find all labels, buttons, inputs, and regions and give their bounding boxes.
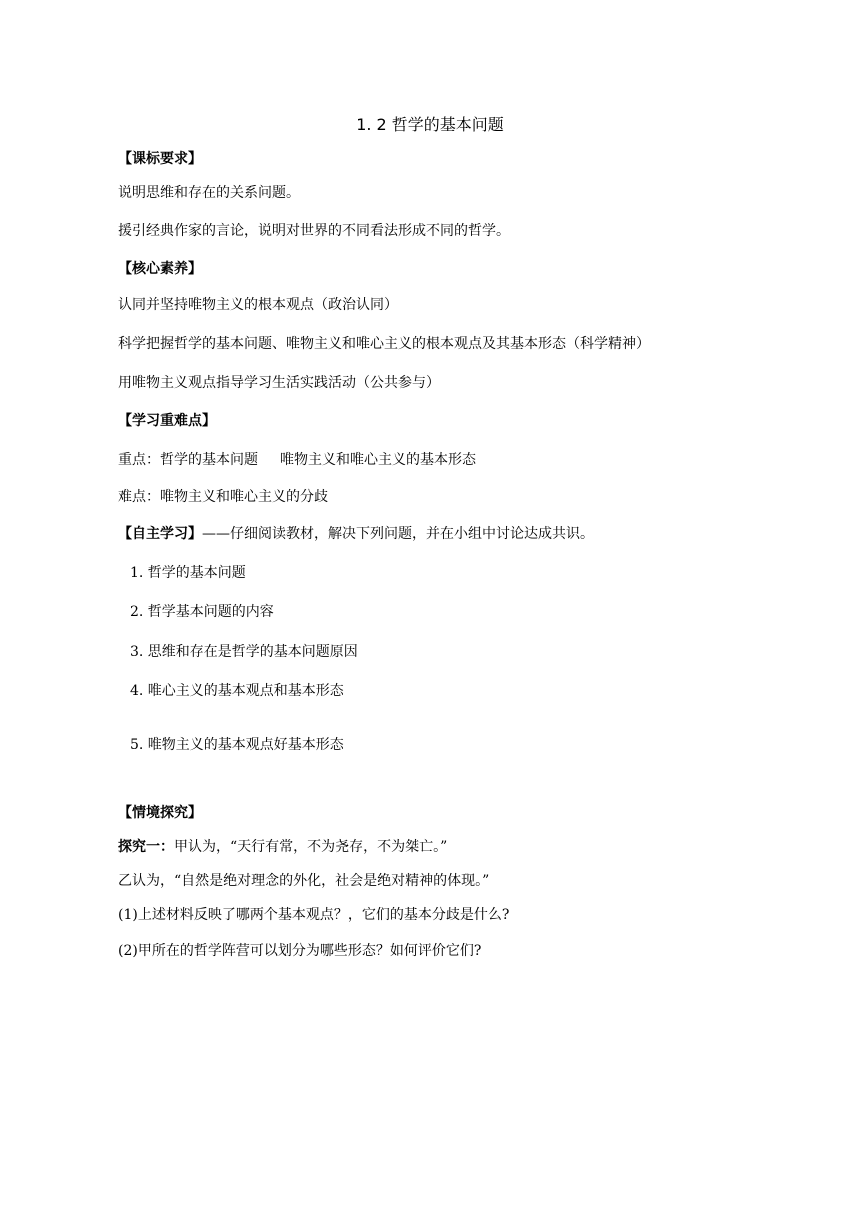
page-title: 1. 2 哲学的基本问题: [356, 115, 504, 134]
section-heading-inquiry: 【情境探究】: [118, 805, 202, 821]
section-heading-self-study: 【自主学习】: [118, 526, 202, 542]
inquiry-material-b: 乙认为，“自然是绝对理念的外化，社会是绝对精神的体现。”: [118, 873, 490, 889]
inquiry-material-a: 甲认为，“天行有常，不为尧存，不为桀亡。”: [174, 839, 448, 855]
key-point-secondary: 唯物主义和唯心主义的基本形态: [280, 452, 476, 468]
difficulty-point: 难点：唯物主义和唯心主义的分歧: [118, 489, 328, 505]
key-point-primary: 重点：哲学的基本问题: [118, 452, 258, 468]
standards-item: 援引经典作家的言论，说明对世界的不同看法形成不同的哲学。: [118, 223, 510, 239]
literacy-item: 用唯物主义观点指导学习生活实践活动（公共参与）: [118, 375, 440, 391]
section-heading-standards: 【课标要求】: [118, 151, 202, 167]
self-study-item: 3. 思维和存在是哲学的基本问题原因: [130, 644, 358, 660]
standards-item: 说明思维和存在的关系问题。: [118, 185, 300, 201]
literacy-item: 认同并坚持唯物主义的根本观点（政治认同）: [118, 297, 398, 313]
self-study-instruction: ——仔细阅读教材，解决下列问题，并在小组中讨论达成共识。: [202, 526, 594, 542]
inquiry-label: 探究一：: [118, 839, 174, 855]
inquiry-question: (1)上述材料反映了哪两个基本观点？，它们的基本分歧是什么?: [118, 907, 510, 923]
literacy-item: 科学把握哲学的基本问题、唯物主义和唯心主义的根本观点及其基本形态（科学精神）: [118, 336, 650, 352]
key-point-line: [118, 451, 476, 469]
section-heading-literacy: 【核心素养】: [118, 261, 202, 277]
self-study-line: [118, 525, 594, 543]
inquiry-question: (2)甲所在的哲学阵营可以划分为哪些形态？如何评价它们?: [118, 943, 482, 959]
self-study-item: 2. 哲学基本问题的内容: [130, 604, 274, 620]
section-heading-key-points: 【学习重难点】: [118, 413, 216, 429]
self-study-item: 5. 唯物主义的基本观点好基本形态: [130, 737, 344, 753]
inquiry-material-a-line: [118, 838, 447, 856]
self-study-item: 4. 唯心主义的基本观点和基本形态: [130, 683, 344, 699]
self-study-item: 1. 哲学的基本问题: [130, 565, 246, 581]
